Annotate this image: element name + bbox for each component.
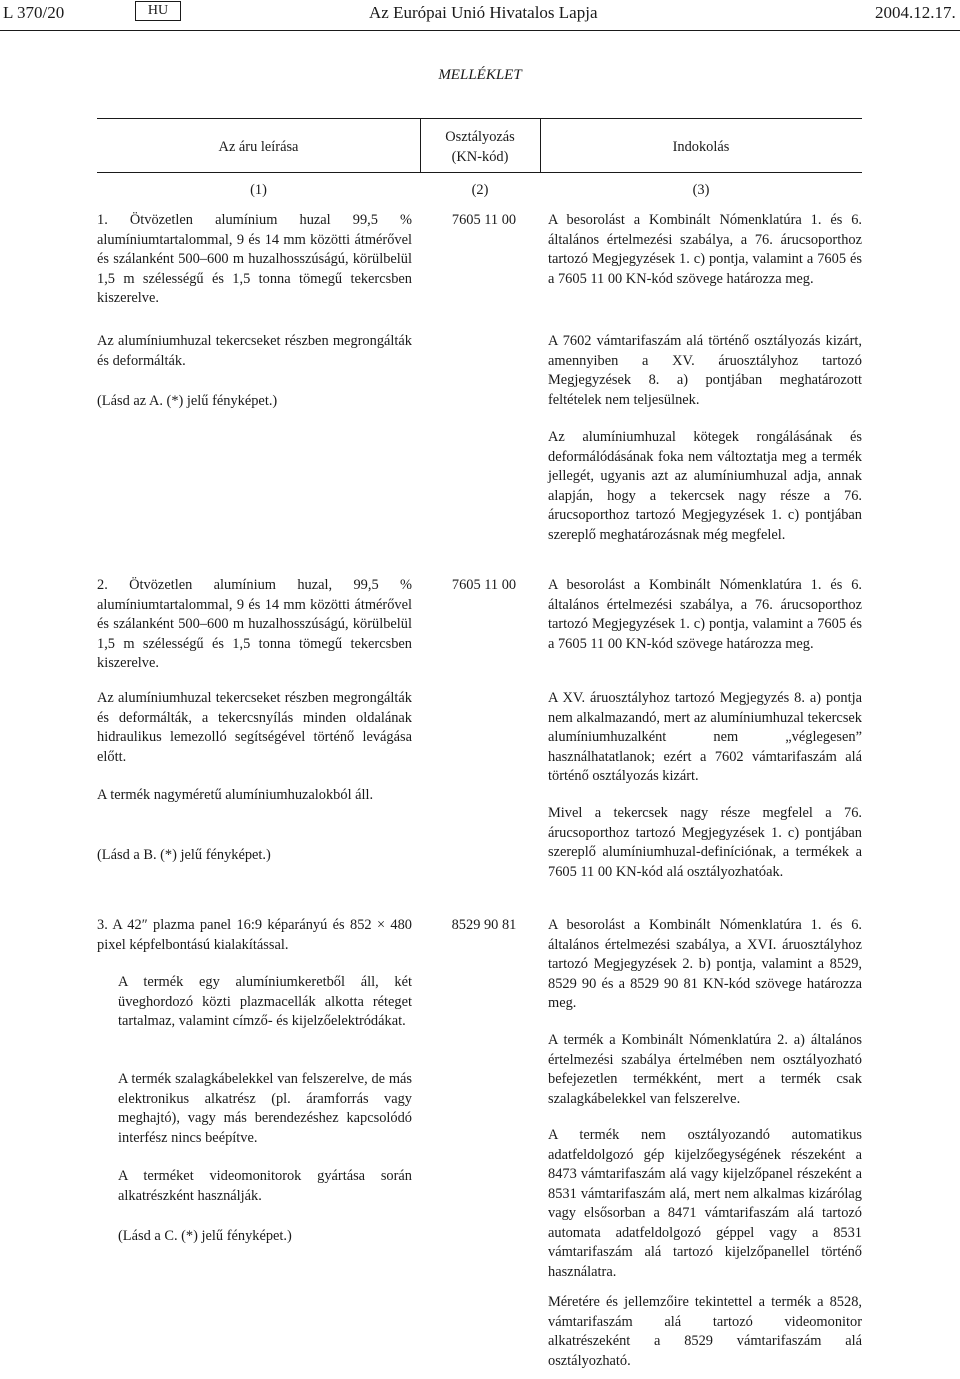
row1-reasons-p1: A besorolást a Kombinált Nómenklatúra 1. és 6. általános értelmezési szabálya, a 76. árucsoporthoz tartozó Megjegyzések 1. c) pontja, valamint a 7605 és a 7605 11 00 KN-kód szövege határozza meg. — [548, 212, 862, 287]
column-header-reasons: Indokolás — [672, 139, 730, 155]
row3-description-p5: (Lásd a C. (*) jelű fényképet.) — [118, 1228, 292, 1244]
column-number-2: (2) — [471, 182, 489, 198]
row3-description-p2: A termék egy alumíniumkeretből áll, két üveghordozó közti plazmacellák alkotta réteget tartalmaz, valamint címző- és kijelzőelektródákat. — [118, 974, 412, 1029]
row3-description-p3: A termék szalagkábelekkel van felszerelve, de más elektronikus alkatrész (pl. áramforrás vagy meghajtó), vagy más berendezéshez kapcsolódó interfész nincs beépítve. — [118, 1071, 412, 1146]
column-number-3: (3) — [692, 182, 710, 198]
header-rule — [0, 30, 960, 31]
publication-date: 2004.12.17. — [875, 3, 956, 22]
annex-title: MELLÉKLET — [438, 67, 522, 83]
row3-code: 8529 90 81 — [451, 917, 517, 933]
language-badge: HU — [135, 1, 181, 21]
row1-description-p3: (Lásd az A. (*) jelű fényképet.) — [97, 393, 278, 409]
column-header-classification-line2: (KN-kód) — [451, 148, 509, 165]
row1-description-p2: Az alumíniumhuzal tekercseket részben megrongálták és deformálták. — [97, 333, 412, 369]
row3-description-p1: 3. A 42″ plazma panel 16:9 képarányú és 852 × 480 pixel képfelbontású kialakítással. — [97, 917, 412, 953]
row2-code: 7605 11 00 — [451, 577, 517, 593]
row2-description-p2: Az alumíniumhuzal tekercseket részben megrongálták és deformálták, a tekercsnyílás minden oldalának hidraulikus lemezolló segítségével történő levágása előtt. — [97, 690, 412, 765]
header-divider-rule — [97, 172, 862, 173]
row1-code: 7605 11 00 — [451, 212, 517, 228]
page-reference: L 370/20 — [3, 3, 65, 22]
column-number-1: (1) — [250, 182, 267, 198]
row1-description-p1: 1. Ötvözetlen alumínium huzal 99,5 % alumíniumtartalommal, 9 és 14 mm közötti átmérővel és szálanként 500–600 m huzalhosszúságú, körülbelül 1,5 m szélességű és 1,5 tonna tömegű tekercsben kiszerelve. — [97, 212, 412, 306]
row2-description-p3: A termék nagyméretű alumíniumhuzalokból áll. — [97, 787, 374, 803]
column-header-description: Az áru leírása — [218, 139, 299, 155]
page-header — [0, 0, 960, 26]
row2-reasons-p1: A besorolást a Kombinált Nómenklatúra 1. és 6. általános értelmezési szabálya, a 76. árucsoporthoz tartozó Megjegyzések 1. c) pontja, valamint a 7605 és a 7605 11 00 KN-kód szövege határozza meg. — [548, 577, 862, 652]
row2-reasons-p3: Mivel a tekercsek nagy része megfelel a 76. árucsoporthoz tartozó Megjegyzések 1. c) pontjában szereplő alumíniumhuzal-definíciónak, a termékek a 7605 11 00 KN-kód alá osztályozhatóak. — [548, 805, 862, 880]
row1-reasons-p2: A 7602 vámtarifaszám alá történő osztályozás kizárt, amennyiben a XV. áruosztályhoz tartozó Megjegyzések 8. a) pontjában meghatározott feltételek nem teljesülnek. — [548, 333, 862, 408]
row3-reasons-p1: A besorolást a Kombinált Nómenklatúra 1. és 6. általános értelmezési szabálya, a XVI. áruosztályhoz tartozó Megjegyzések 2. b) pontja, valamint a 8529, 8529 90 és a 8529 90 81 KN-kód szövege határozza meg. — [548, 917, 862, 1011]
row3-reasons-p3: A termék nem osztályozandó automatikus adatfeldolgozó gép kijelzőegységének részeként a 8473 vámtarifaszám alá vagy kijelzőpanel részeként a 8531 vámtarifaszám alá, mert nem alkalmas kizárólag vagy elsősorban a 8471 vámtarifaszám alá tartozó automata adatfeldolgozó géppel vagy a 8531 vámtarifaszám alá tartozó kijelzőpanellel történő használatra. — [548, 1127, 862, 1280]
row3-reasons-p4: Méretére és jellemzőire tekintettel a termék a 8528, vámtarifaszám alá tartozó videomonitor alkatrészeként a 8529 vámtarifaszám alá osztályozható. — [548, 1294, 862, 1369]
journal-title: Az Európai Unió Hivatalos Lapja — [369, 3, 598, 22]
row2-description-p4: (Lásd a B. (*) jelű fényképet.) — [97, 847, 271, 863]
row2-description-p1: 2. Ötvözetlen alumínium huzal, 99,5 % alumíniumtartalommal, 9 és 14 mm közötti átmérővel és szálanként 500–600 m huzalhosszúságú, körülbelül 1,5 m szélességű és 1,5 tonna tömegű tekercsben kiszerelve. — [97, 577, 412, 671]
row1-reasons-p3: Az alumíniumhuzal kötegek rongálásának és deformálódásának foka nem változtatja meg a termék jellegét, ugyanis azt az alumíniumhuzal adja, annak alapján, hogy a tekercsek nagy része a 76. árucsoporthoz tartozó Megjegyzések 1. c) pontjában szereplő meghatározásnak még megfelel. — [548, 429, 862, 543]
column-header-classification-line1: Osztályozás — [445, 129, 515, 145]
row2-reasons-p2: A XV. áruosztályhoz tartozó Megjegyzés 8. a) pontja nem alkalmazandó, mert az alumíniumhuzal tekercsek alumíniumhuzalként nem „véglegesen” használhatatlanok; ezért a 7602 vámtarifaszám alá történő osztályozás kizárt. — [548, 690, 862, 784]
column-header-classification — [420, 128, 540, 167]
row3-description-p4: A terméket videomonitorok gyártása során alkatrészként használják. — [118, 1168, 412, 1204]
row3-reasons-p2: A termék a Kombinált Nómenklatúra 2. a) általános értelmezési szabálya értelmében nem osztályozható befejezetlen termékként, mert a termék csak szalagkábelekkel van felszerelve. — [548, 1032, 862, 1107]
table-top-rule — [97, 118, 862, 119]
